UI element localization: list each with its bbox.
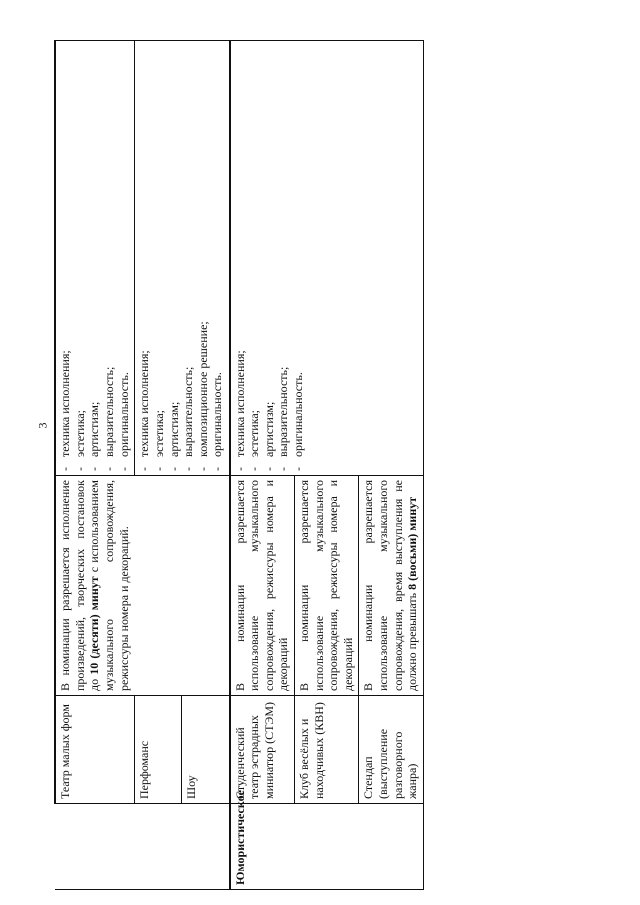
criterion: - эстетика; (152, 45, 167, 471)
criterion: - эстетика; (73, 45, 88, 471)
row-performance (135, 41, 182, 890)
genre-kvn: Клуб весёлых и находчивых (КВН) (295, 696, 359, 804)
nominations-table-sheet (54, 40, 424, 890)
row-theatre (55, 41, 135, 890)
criterion: - артистизм; (262, 45, 277, 471)
genre-stem: Студенческий театр эстрадных миниатюр (СТЭМ) (230, 696, 295, 804)
category-cell-empty (55, 804, 230, 890)
genre-show: Шоу (182, 696, 230, 804)
criterion: - техника исполнения; (137, 45, 152, 471)
req-text-1: В номинации разрешается исполнение произведений, творческих постановок до (58, 480, 102, 691)
criterion: - артистизм; (87, 45, 102, 471)
row-stem (230, 41, 295, 890)
criterion: - выразительность; (276, 45, 291, 471)
genre-standup: Стендап (выступление разговорного жанра) (359, 696, 424, 804)
criterion: - техника исполнения; (58, 45, 73, 471)
criterion: - выразительность; (102, 45, 117, 471)
criteria-humor (230, 41, 424, 476)
criterion: - выразительность; (181, 45, 196, 471)
genre-theatre: Театр малых форм (55, 696, 135, 804)
req-time-limit: 10 (десяти) минут (87, 576, 102, 675)
req-time-limit-standup: 8 (восьми) минут (405, 496, 420, 590)
requirements-standup (359, 476, 424, 696)
criterion: - композиционное решение; (196, 45, 211, 471)
genre-performance: Перфоманс (135, 696, 182, 804)
req-text-standup: В номинации разрешается использование музыкального сопровождения, время выступления не должно превышать (361, 480, 420, 691)
page-number: 3 (35, 422, 50, 429)
requirements-theatre (55, 476, 230, 696)
requirements-kvn: В номинации разрешается использование музыкального сопровождения, режиссуры номера и декораций (295, 476, 359, 696)
requirements-stem: В номинации разрешается использование музыкального сопровождения, режиссуры номера и декораций (230, 476, 295, 696)
criteria-theatre (55, 41, 135, 476)
category-humor: Юмористическое (230, 804, 424, 890)
criterion: - техника исполнения; (233, 45, 248, 471)
criteria-performance (135, 41, 230, 476)
nominations-table (54, 40, 424, 890)
criterion: - оригинальность. (210, 45, 225, 471)
criterion: - оригинальность. (117, 45, 132, 471)
criterion: - артистизм; (167, 45, 182, 471)
criterion: - эстетика; (247, 45, 262, 471)
criterion: - оригинальность. (291, 45, 306, 471)
req-text-2: с использованием музыкального сопровождения, режиссуры номера и декораций. (87, 480, 131, 691)
